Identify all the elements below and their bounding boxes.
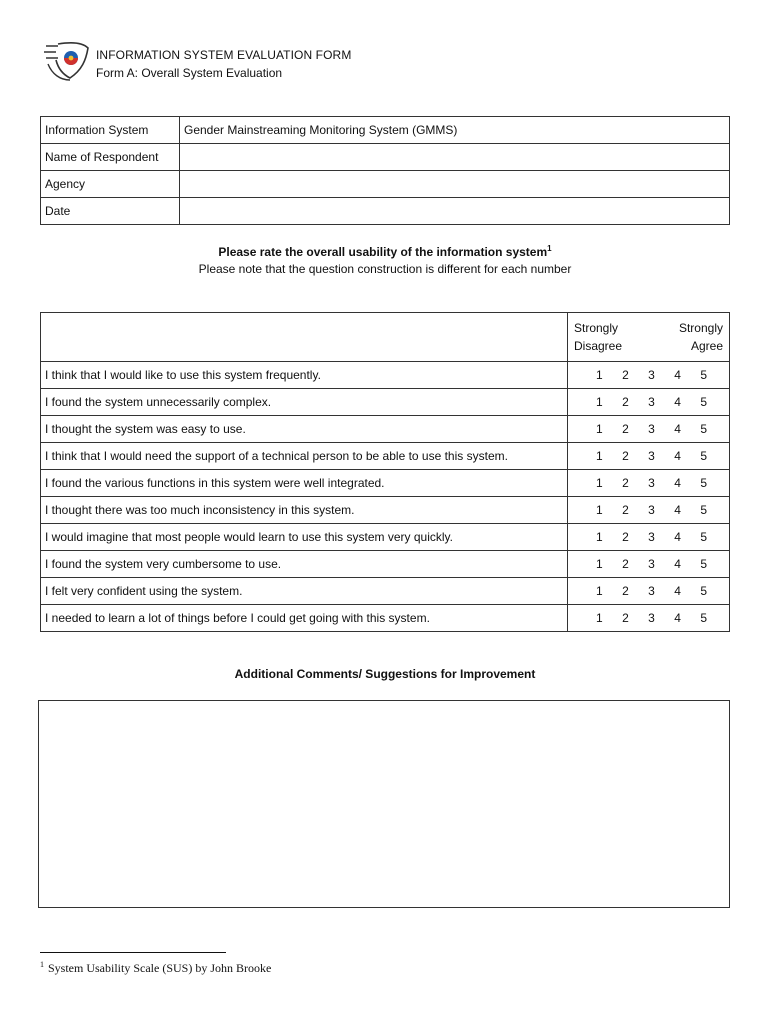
rating-option-1[interactable]: 1 (596, 449, 603, 463)
rating-option-1[interactable]: 1 (596, 503, 603, 517)
scale-high-line1: Strongly (678, 321, 723, 335)
question-text: I would imagine that most people would learn to use this system very quickly. (41, 524, 568, 551)
question-text: I thought there was too much inconsistency in this system. (41, 497, 568, 524)
rating-option-1[interactable]: 1 (596, 530, 603, 544)
rating-option-3[interactable]: 3 (648, 368, 655, 382)
respondent-info-table (40, 116, 730, 225)
information-system-field[interactable]: Gender Mainstreaming Monitoring System (GMMS) (180, 117, 730, 144)
rating-options-cell (568, 578, 730, 605)
scale-header-row (41, 313, 730, 362)
question-text: I found the system unnecessarily complex. (41, 389, 568, 416)
rating-note: Please note that the question construction is different for each number (198, 262, 572, 276)
rating-option-2[interactable]: 2 (622, 584, 629, 598)
agency-seal-logo (42, 40, 90, 82)
rating-option-3[interactable]: 3 (648, 611, 655, 625)
rating-options-cell (568, 443, 730, 470)
rating-option-1[interactable]: 1 (596, 395, 603, 409)
rating-option-2[interactable]: 2 (622, 395, 629, 409)
rating-option-5[interactable]: 5 (700, 422, 707, 436)
footnote-reference: 1 (547, 244, 552, 253)
respondent-name-field[interactable] (180, 144, 730, 171)
info-row-date (41, 198, 730, 225)
rating-option-5[interactable]: 5 (700, 476, 707, 490)
question-row (41, 470, 730, 497)
question-row (41, 605, 730, 632)
rating-option-3[interactable]: 3 (648, 503, 655, 517)
info-label: Agency (41, 171, 180, 198)
rating-option-3[interactable]: 3 (648, 557, 655, 571)
question-row (41, 443, 730, 470)
scale-low-line2: Disagree (574, 339, 623, 353)
rating-option-5[interactable]: 5 (700, 584, 707, 598)
rating-option-3[interactable]: 3 (648, 530, 655, 544)
rating-heading (0, 244, 770, 259)
scale-header-cell (568, 313, 730, 362)
rating-option-1[interactable]: 1 (596, 611, 603, 625)
question-text: I thought the system was easy to use. (41, 416, 568, 443)
rating-option-5[interactable]: 5 (700, 368, 707, 382)
rating-option-5[interactable]: 5 (700, 611, 707, 625)
rating-option-1[interactable]: 1 (596, 476, 603, 490)
question-row (41, 578, 730, 605)
rating-option-3[interactable]: 3 (648, 584, 655, 598)
rating-option-4[interactable]: 4 (674, 530, 681, 544)
rating-option-5[interactable]: 5 (700, 395, 707, 409)
rating-option-4[interactable]: 4 (674, 611, 681, 625)
rating-option-3[interactable]: 3 (648, 395, 655, 409)
rating-option-4[interactable]: 4 (674, 449, 681, 463)
rating-options-cell (568, 605, 730, 632)
rating-option-4[interactable]: 4 (674, 368, 681, 382)
rating-option-4[interactable]: 4 (674, 422, 681, 436)
question-row (41, 416, 730, 443)
info-row-system (41, 117, 730, 144)
rating-options-cell (568, 470, 730, 497)
question-header-cell (41, 313, 568, 362)
question-text: I found the system very cumbersome to use. (41, 551, 568, 578)
rating-options-cell (568, 362, 730, 389)
info-label: Information System (41, 117, 180, 144)
info-row-agency (41, 171, 730, 198)
rating-options-cell (568, 497, 730, 524)
question-row (41, 362, 730, 389)
question-row (41, 551, 730, 578)
agency-field[interactable] (180, 171, 730, 198)
info-label: Date (41, 198, 180, 225)
rating-options-cell (568, 389, 730, 416)
question-text: I think that I would need the support of a technical person to be able to use this system. (41, 443, 568, 470)
rating-option-4[interactable]: 4 (674, 503, 681, 517)
form-subtitle: Form A: Overall System Evaluation (96, 66, 283, 80)
footnote-mark: 1 (40, 960, 44, 969)
rating-option-4[interactable]: 4 (674, 557, 681, 571)
rating-option-4[interactable]: 4 (674, 395, 681, 409)
rating-option-2[interactable]: 2 (622, 530, 629, 544)
form-title: INFORMATION SYSTEM EVALUATION FORM (96, 48, 352, 62)
rating-option-3[interactable]: 3 (648, 449, 655, 463)
rating-option-2[interactable]: 2 (622, 449, 629, 463)
scale-high-line2: Agree (690, 339, 723, 353)
question-text: I think that I would like to use this system frequently. (41, 362, 568, 389)
rating-option-1[interactable]: 1 (596, 422, 603, 436)
date-field[interactable] (180, 198, 730, 225)
rating-option-2[interactable]: 2 (622, 611, 629, 625)
rating-option-4[interactable]: 4 (674, 476, 681, 490)
scale-high-label (679, 319, 723, 355)
rating-option-1[interactable]: 1 (596, 557, 603, 571)
rating-option-2[interactable]: 2 (622, 422, 629, 436)
rating-options-cell (568, 524, 730, 551)
question-row (41, 524, 730, 551)
rating-option-2[interactable]: 2 (622, 557, 629, 571)
rating-heading-text: Please rate the overall usability of the information system (218, 245, 548, 259)
question-row (41, 389, 730, 416)
rating-option-1[interactable]: 1 (596, 584, 603, 598)
rating-options-cell (568, 416, 730, 443)
rating-option-2[interactable]: 2 (622, 503, 629, 517)
comments-title: Additional Comments/ Suggestions for Improvement (234, 667, 536, 681)
rating-option-4[interactable]: 4 (674, 584, 681, 598)
scale-low-line1: Strongly (574, 321, 619, 335)
question-text: I felt very confident using the system. (41, 578, 568, 605)
footnote (40, 960, 271, 976)
question-text: I found the various functions in this system were well integrated. (41, 470, 568, 497)
question-row (41, 497, 730, 524)
usability-rating-table (40, 312, 730, 632)
rating-options-cell (568, 551, 730, 578)
rating-option-5[interactable]: 5 (700, 557, 707, 571)
rating-option-5[interactable]: 5 (700, 503, 707, 517)
info-row-respondent (41, 144, 730, 171)
scale-low-label (574, 319, 622, 355)
rating-option-2[interactable]: 2 (622, 476, 629, 490)
info-label: Name of Respondent (41, 144, 180, 171)
footnote-divider (40, 952, 226, 953)
rating-option-3[interactable]: 3 (648, 476, 655, 490)
footnote-text: System Usability Scale (SUS) by John Brooke (48, 961, 272, 975)
rating-option-3[interactable]: 3 (648, 422, 655, 436)
rating-option-5[interactable]: 5 (700, 530, 707, 544)
rating-option-5[interactable]: 5 (700, 449, 707, 463)
rating-option-2[interactable]: 2 (622, 368, 629, 382)
rating-option-1[interactable]: 1 (596, 368, 603, 382)
comments-textarea[interactable] (38, 700, 730, 908)
question-text: I needed to learn a lot of things before I could get going with this system. (41, 605, 568, 632)
